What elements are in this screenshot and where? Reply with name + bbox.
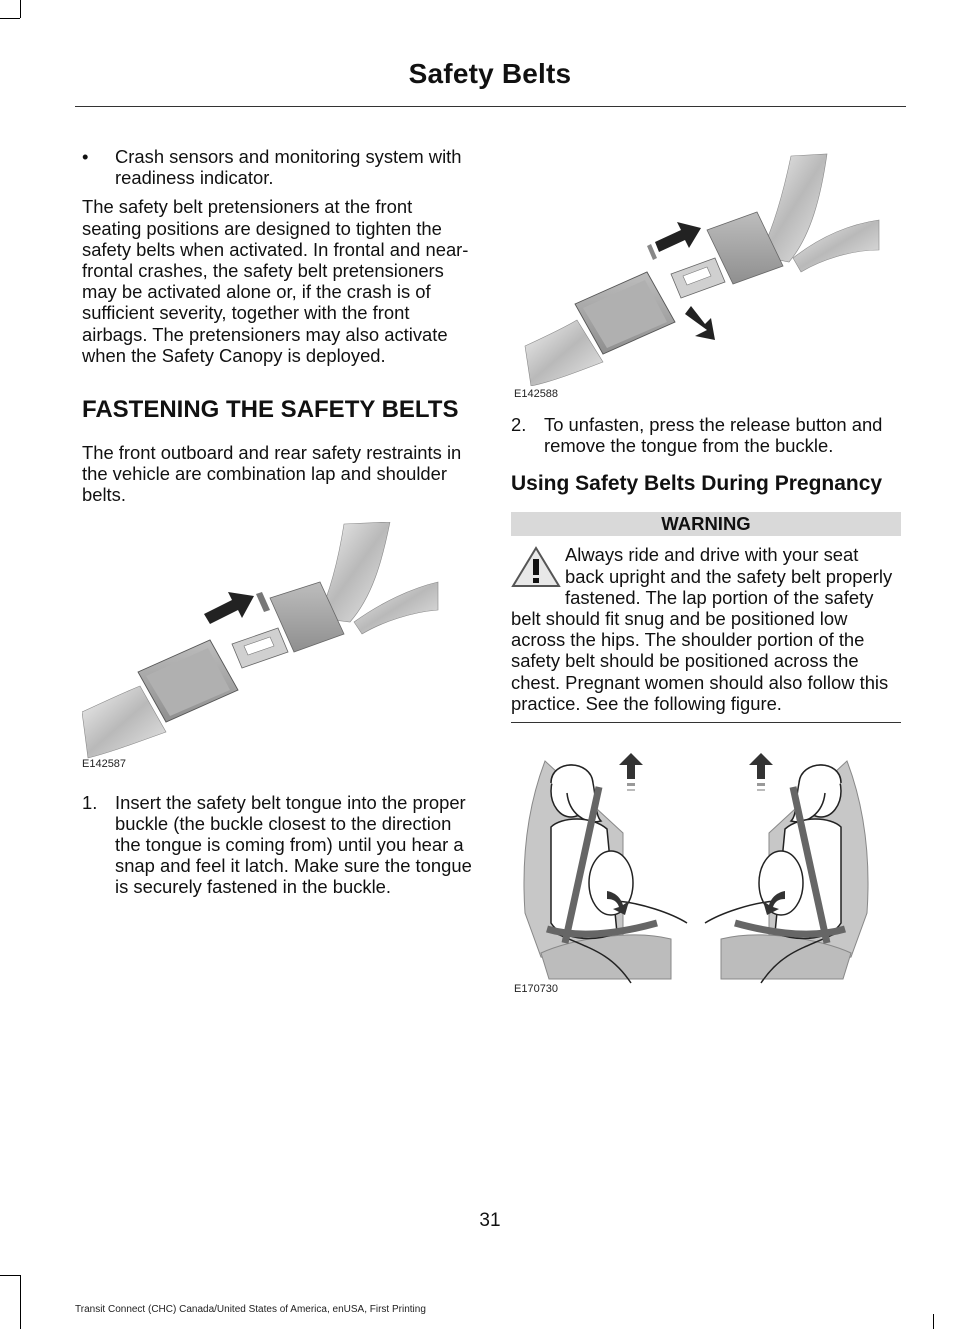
figure-insert-tongue — [82, 522, 442, 772]
page-number: 31 — [479, 1210, 501, 1231]
arrow-icon — [685, 306, 715, 340]
header-divider — [75, 106, 906, 107]
warning-header: WARNING — [511, 512, 901, 536]
step-text: To unfasten, press the release button and remove the tongue from the buckle. — [544, 414, 883, 457]
arrow-icon — [647, 222, 701, 260]
pregnancy-belt-illustration — [511, 753, 881, 996]
belt-insert-illustration — [82, 522, 442, 762]
crop-mark — [0, 1275, 20, 1276]
step-2 — [511, 414, 901, 456]
crop-mark — [20, 1275, 21, 1329]
bullet-mark: • — [82, 146, 89, 167]
pretensioner-paragraph: The safety belt pretensioners at the front seating positions are designed to tighten the safety belts when activated. In frontal and near-frontal crashes, the safety belt pretensioners may be activated alone or, if the crash is of sufficient severity, together with the front airbags. The pretensioners may also activate when the Safety Canopy is deployed. — [82, 196, 469, 366]
arrow-icon — [749, 753, 773, 791]
figure-release-buckle — [511, 146, 901, 402]
arrow-icon — [619, 753, 643, 791]
figure-pregnancy — [511, 753, 881, 1003]
arrow-icon — [204, 592, 270, 624]
restraints-paragraph: The front outboard and rear safety restraints in the vehicle are combination lap and shoulder belts. — [82, 442, 462, 506]
right-column — [511, 146, 901, 1003]
bullet-text: Crash sensors and monitoring system with readiness indicator. — [115, 146, 462, 189]
section-heading: FASTENING THE SAFETY BELTS — [82, 396, 459, 424]
step-text: Insert the safety belt tongue into the proper buckle (the buckle closest to the direction the tongue is coming from) until you hear a snap and feel it latch. Make sure the tongue is securely fastened in the buckle. — [115, 791, 472, 898]
page-title: Safety Belts — [408, 58, 572, 89]
figure-code: E142587 — [82, 757, 127, 770]
step-number: 1. — [82, 791, 98, 813]
step-1 — [82, 792, 472, 898]
figure-code: E142588 — [514, 388, 559, 400]
bullet-item — [82, 146, 472, 188]
belt-release-illustration — [521, 146, 881, 386]
publication-footer: Transit Connect (CHC) Canada/United States of America, enUSA, First Printing — [75, 1304, 426, 1315]
sub-heading: Using Safety Belts During Pregnancy — [511, 472, 883, 496]
warning-body — [511, 544, 901, 714]
crop-mark — [0, 18, 20, 19]
crop-mark — [20, 0, 21, 18]
left-column — [82, 146, 472, 898]
step-number: 2. — [511, 414, 527, 435]
crop-mark — [933, 1314, 934, 1329]
warning-text: Always ride and drive with your seat back upright and the safety belt properly fastened. The lap portion of the safety belt should fit snug and be positioned low across the hips. The shoulder portion of the safety belt should be positioned across the chest. Pregnant women should also follow this practice. See the following figure. — [511, 544, 893, 714]
figure-code: E170730 — [514, 983, 559, 996]
warning-divider — [511, 722, 901, 723]
warning-triangle-icon — [511, 546, 561, 588]
